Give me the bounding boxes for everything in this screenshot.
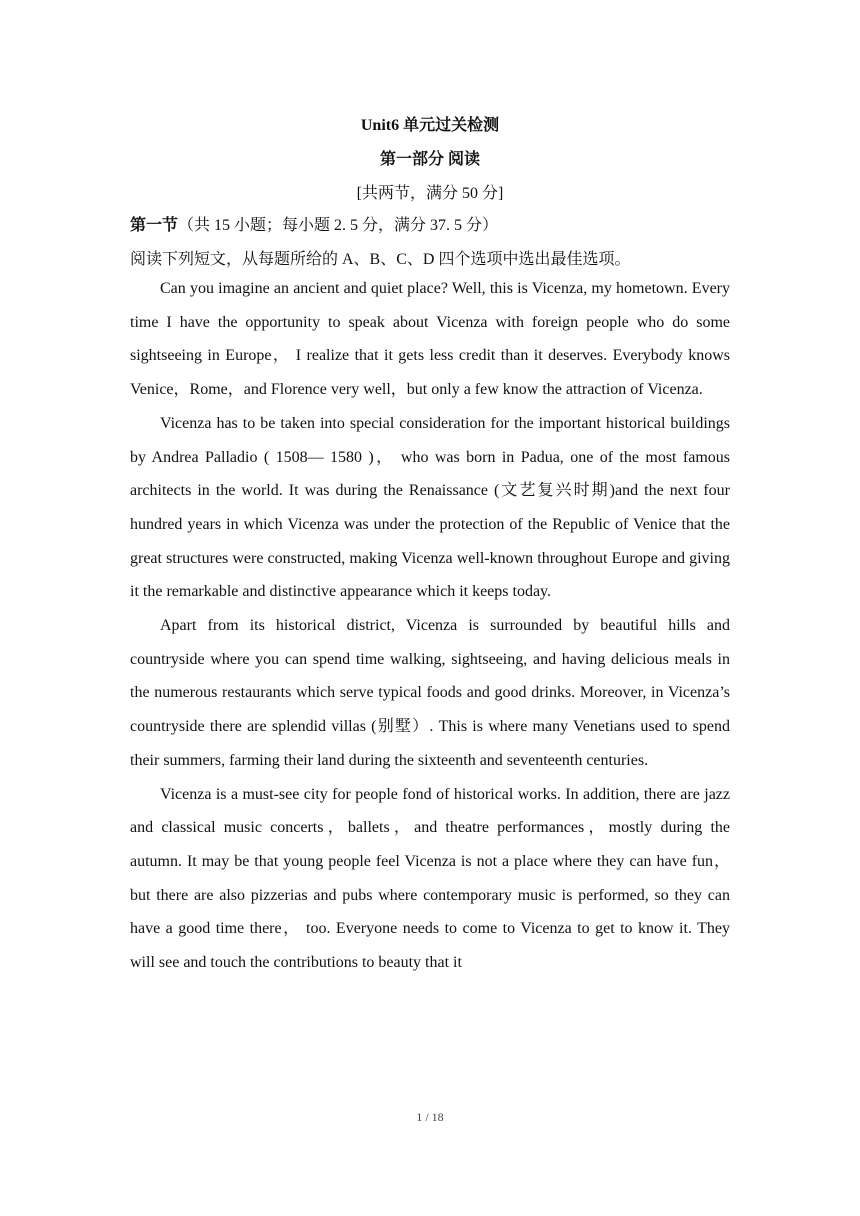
score-note: [共两节，满分 50 分] (356, 185, 504, 202)
document-title: Unit6 单元过关检测 (360, 117, 500, 134)
passage-paragraph-4: Vicenza is a must-see city for people fond of historical works. In addition, there are jazz and classical music concerts，ballets，and theatre performances，mostly during the autumn. It may be that young people feel Vicenza is not a place where they can have fun， but there are also pizzerias and pubs where contemporary music is performed, so they can have a good time there， too. Everyone needs to come to Vicenza to get to know it. They will see and touch the contributions to beauty that it (130, 785, 730, 972)
instruction-text: 阅读下列短文，从每题所给的 A、B、C、D 四个选项中选出最佳选项。 (130, 251, 631, 268)
reading-passage (130, 272, 730, 980)
passage-paragraph-1: Can you imagine an ancient and quiet place? Well, this is Vicenza, my hometown. Every time I have the opportunity to speak about Vicenza with foreign people who do some sightseeing in Europe， I realize that it gets less credit than it deserves. Everybody knows Venice，Rome，and Florence very well，but only a few know the attraction of Vicenza. (130, 280, 730, 399)
section-heading (130, 212, 730, 235)
section-info: （共 15 小题；每小题 2. 5 分，满分 37. 5 分） (178, 217, 499, 234)
part-heading: 第一部分 阅读 (379, 151, 480, 168)
section-label: 第一节 (130, 217, 179, 234)
passage-paragraph-3: Apart from its historical district, Vicenza is surrounded by beautiful hills and countryside where you can spend time walking, sightseeing, and having delicious meals in the numerous restaurants which serve typical foods and good drinks. Moreover, in Vicenza’s countryside there are splendid villas (别墅）. This is where many Venetians used to spend their summers, farming their land during the sixteenth and seventeenth centuries. (130, 617, 730, 769)
page-number: 1 / 18 (416, 1110, 444, 1124)
passage-paragraph-2: Vicenza has to be taken into special consideration for the important historical buildings by Andrea Palladio ( 1508— 1580 )， who was born in Padua, one of the most famous architects in the world. It was during the Renaissance (文艺复兴时期)and the next four hundred years in which Vicenza was under the protection of the Republic of Venice that the great structures were constructed, making Vicenza well-known throughout Europe and giving it the remarkable and distinctive appearance which it keeps today. (130, 414, 730, 601)
